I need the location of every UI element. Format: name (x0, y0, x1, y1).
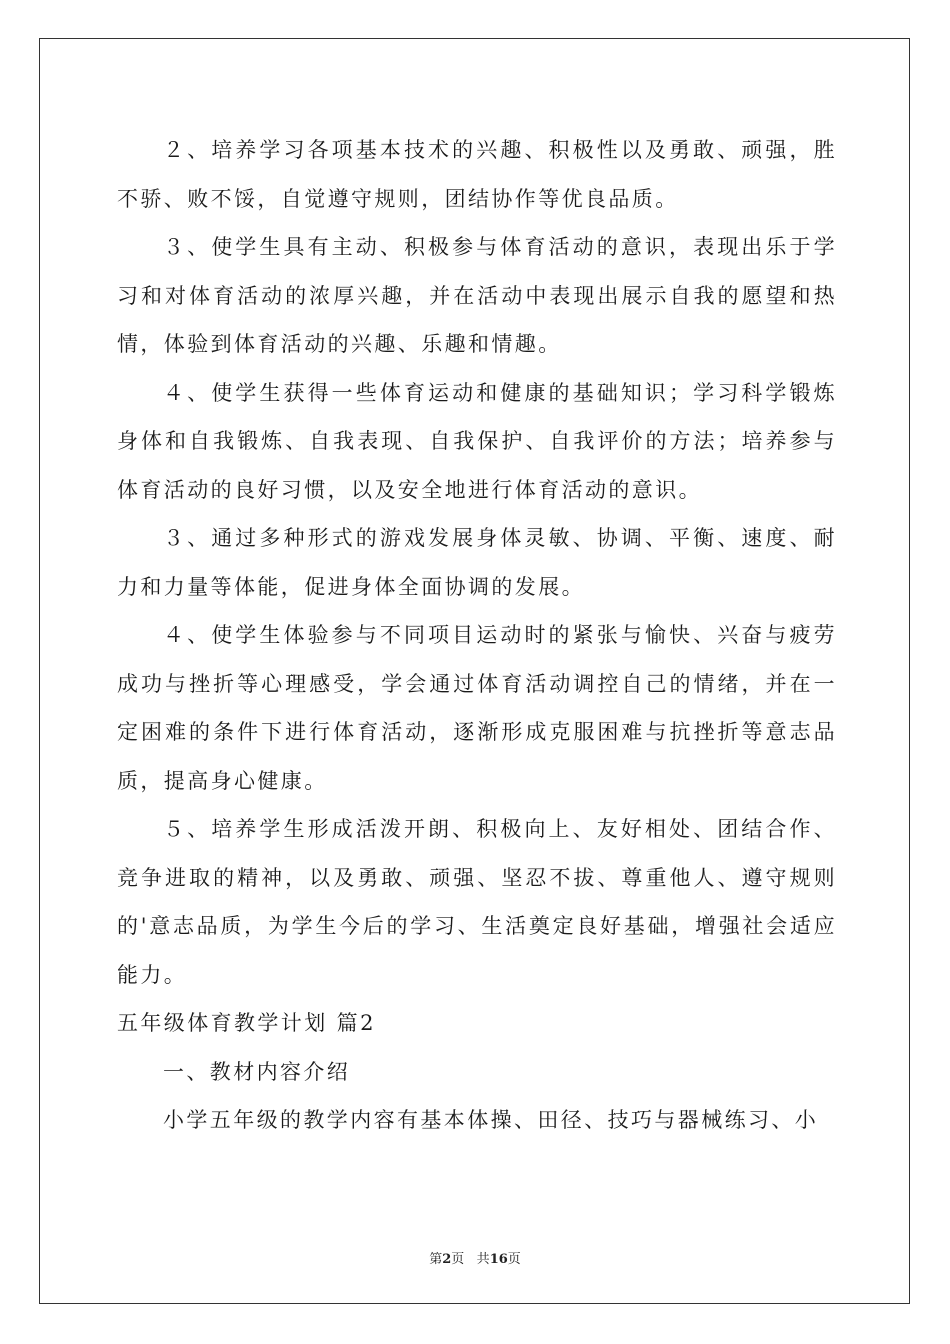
page-footer (0, 1248, 950, 1267)
section-title: 五年级体育教学计划 篇2 (117, 1011, 376, 1035)
footer-total-pages: 16 (489, 1252, 508, 1267)
footer-page-prefix: 第 (429, 1252, 443, 1267)
footer-page-number: 2 (442, 1252, 452, 1267)
footer-total-suffix: 页 (507, 1252, 521, 1267)
paragraph-goal-3b: ３、通过多种形式的游戏发展身体灵敏、协调、平衡、速度、耐力和力量等体能，促进身体全面协调的发展。 (117, 526, 837, 599)
paragraph-goal-4b: ４、使学生体验参与不同项目运动时的紧张与愉快、兴奋与疲劳成功与挫折等心理感受，学会通过体育活动调控自己的情绪，并在一定困难的条件下进行体育活动，逐渐形成克服困难与抗挫折等意志品质，提高身心健康。 (117, 623, 837, 793)
intro-paragraph: 小学五年级的教学内容有基本体操、田径、技巧与器械练习、小 (163, 1108, 819, 1132)
footer-total-prefix: 共 (476, 1252, 490, 1267)
subsection-title: 一、教材内容介绍 (163, 1059, 351, 1084)
paragraph-goal-5: ５、培养学生形成活泼开朗、积极向上、友好相处、团结合作、竞争进取的精神，以及勇敢、顽强、坚忍不拔、尊重他人、遵守规则的'意志品质，为学生今后的学习、生活奠定良好基础，增强社会适应能力。 (117, 817, 837, 987)
paragraph-goal-3: ３、使学生具有主动、积极参与体育活动的意识，表现出乐于学习和对体育活动的浓厚兴趣，并在活动中表现出展示自我的愿望和热情，体验到体育活动的兴趣、乐趣和情趣。 (117, 235, 837, 356)
footer-page-suffix: 页 (451, 1252, 465, 1267)
paragraph-goal-2: ２、培养学习各项基本技术的兴趣、积极性以及勇敢、顽强，胜不骄、败不馁，自觉遵守规则，团结协作等优良品质。 (117, 138, 837, 211)
paragraph-goal-4: ４、使学生获得一些体育运动和健康的基础知识；学习科学锻炼身体和自我锻炼、自我表现、自我保护、自我评价的方法；培养参与体育活动的良好习惯，以及安全地进行体育活动的意识。 (117, 380, 837, 502)
document-body (117, 126, 837, 1145)
